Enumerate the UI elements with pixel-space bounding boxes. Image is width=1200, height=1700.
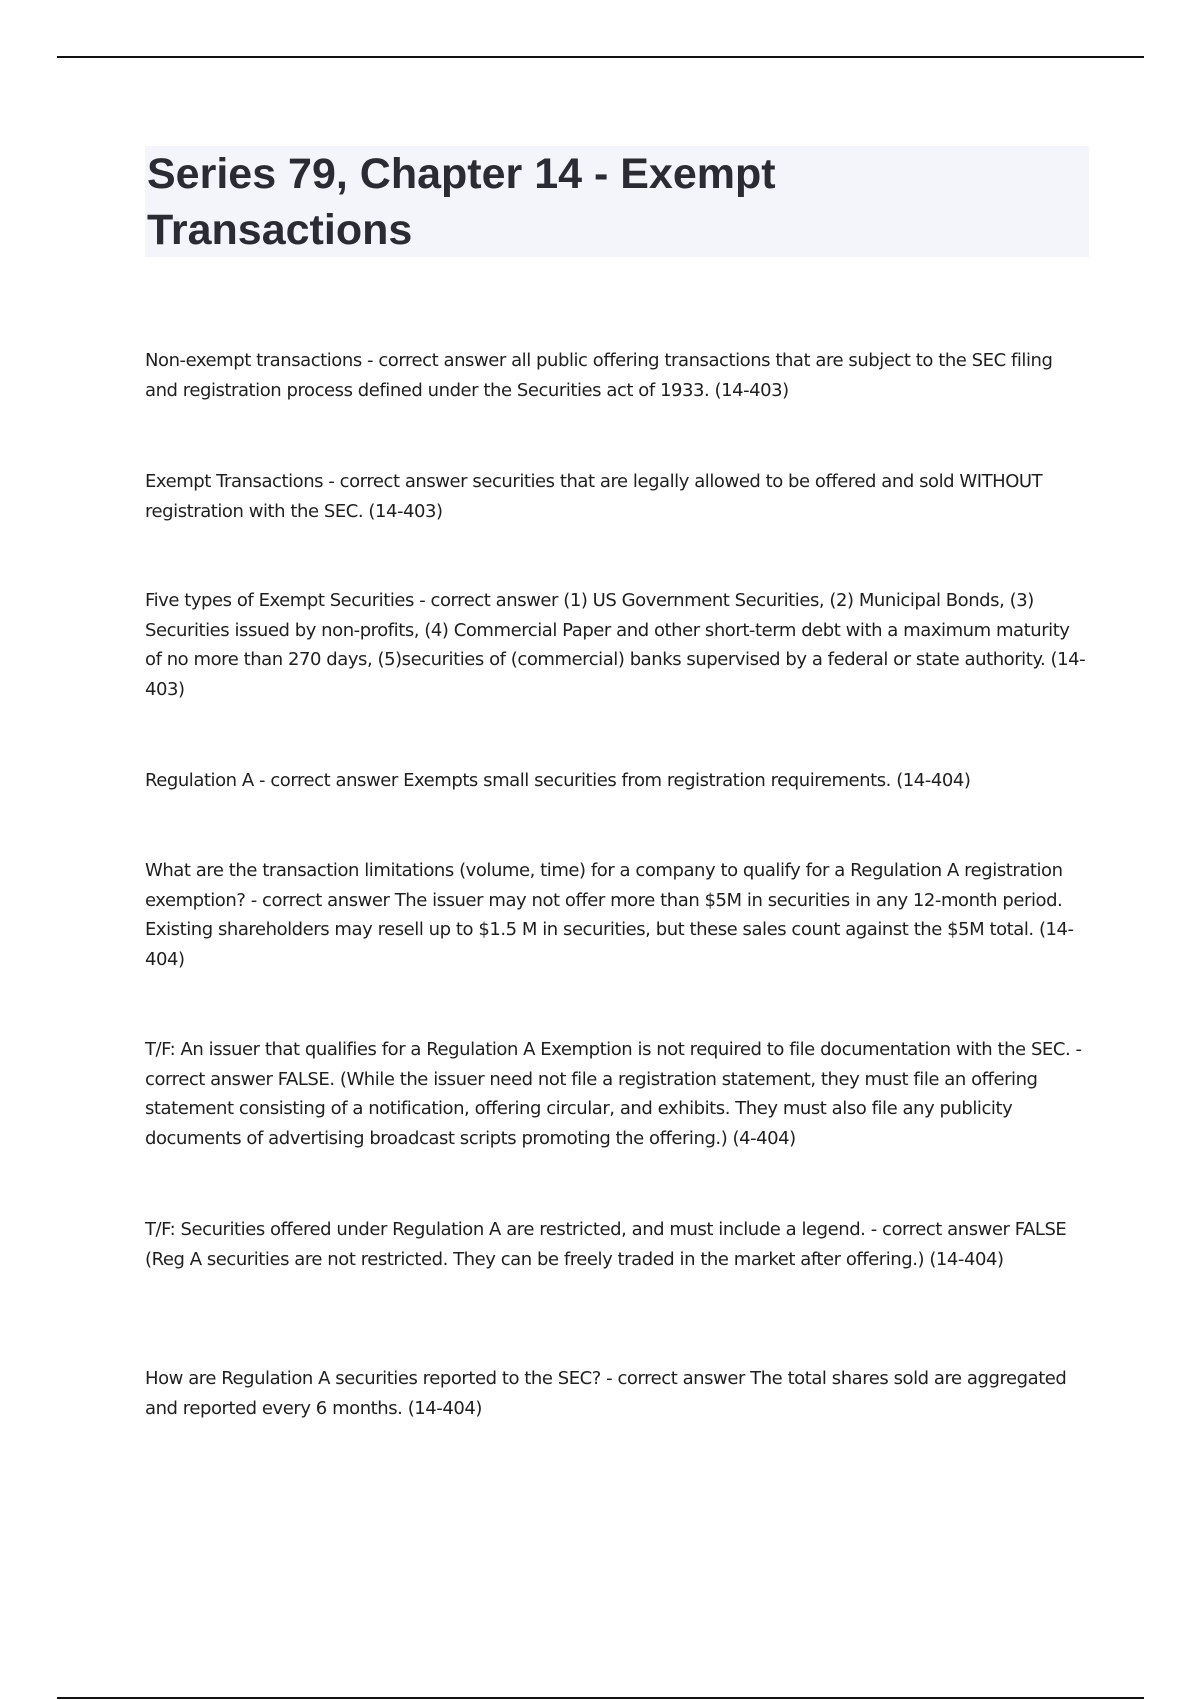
title-banner [145,146,1089,257]
qa-entry-exempt-transactions: Exempt Transactions - correct answer securities that are legally allowed to be offered and sold WITHOUT registration with the SEC. (14-403) [145,471,1043,522]
qa-entry-non-exempt-transactions: Non-exempt transactions - correct answer all public offering transactions that are subject to the SEC filing and registration process defined under the Securities act of 1933. (14-403) [145,350,1053,401]
page-title: Series 79, Chapter 14 - Exempt Transactions [147,150,776,254]
top-divider [57,56,1144,58]
bottom-divider [57,1697,1144,1699]
qa-entry-transaction-limitations: What are the transaction limitations (volume, time) for a company to qualify for a Regulation A registration exemption? - correct answer The issuer may not offer more than $5M in securities in any 12-month period. Existing shareholders may resell up to $1.5 M in securities, but these sales count against the $5M total. (14-404) [145,860,1074,970]
qa-entry-tf-filing-documentation: T/F: An issuer that qualifies for a Regulation A Exemption is not required to file documentation with the SEC. - correct answer FALSE. (While the issuer need not file a registration statement, they must file an offering statement consisting of a notification, offering circular, and exhibits. They must also file any publicity documents of advertising broadcast scripts promoting the offering.) (4-404) [145,1039,1082,1149]
qa-entry-five-types-exempt-securities: Five types of Exempt Securities - correct answer (1) US Government Securities, (2) Municipal Bonds, (3) Securities issued by non-profits, (4) Commercial Paper and other short-term debt with a maximum maturity of no more than 270 days, (5)securities of (commercial) banks supervised by a federal or state authority. (14-403) [145,590,1086,700]
qa-entry-reporting-to-sec: How are Regulation A securities reported to the SEC? - correct answer The total shares sold are aggregated and reported every 6 months. (14-404) [145,1368,1067,1419]
qa-entry-tf-restricted-legend: T/F: Securities offered under Regulation A are restricted, and must include a legend. - correct answer FALSE (Reg A securities are not restricted. They can be freely traded in the market after offering.) (14-404) [145,1219,1067,1270]
qa-entry-regulation-a: Regulation A - correct answer Exempts small securities from registration requirements. (14-404) [145,770,971,791]
